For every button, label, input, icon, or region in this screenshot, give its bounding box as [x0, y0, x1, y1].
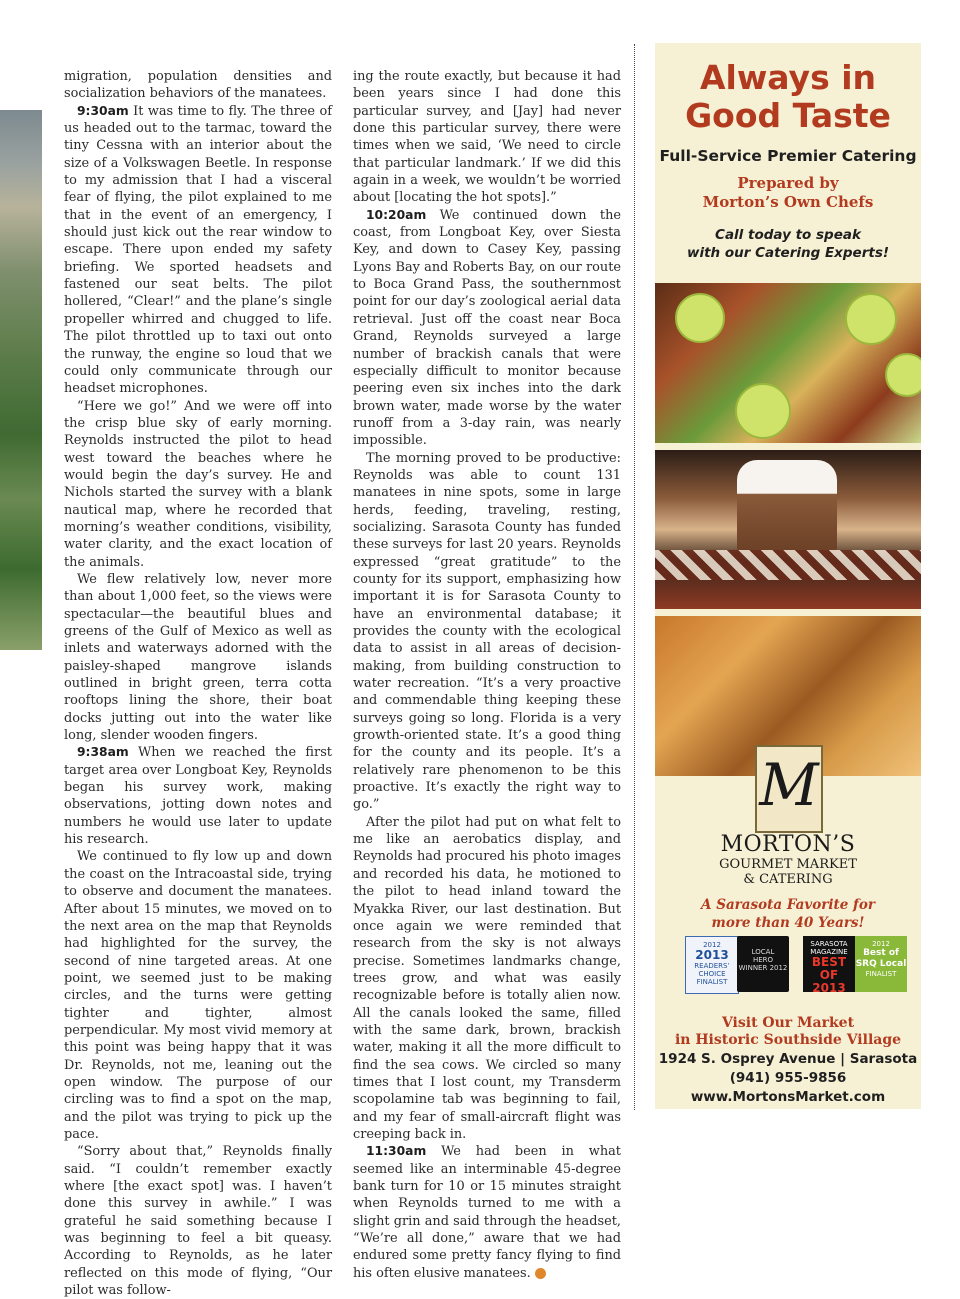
paragraph-text: ing the route exactly, but because it had been years since I had done this particular survey, and [Jay] had never done this particular survey, there were times when we said, ‘We need to circle that particular landmark.’ If we did this again in a week, we wouldn’t be worried about [locating the hot spots].” — [353, 69, 621, 206]
article-paragraph — [64, 68, 332, 103]
end-of-article-icon: S — [535, 1268, 546, 1279]
timestamp: 9:38am — [77, 745, 129, 760]
paragraph-text: When we reached the first target area over Longboat Key, Reynolds began his survey work, making observations, jotting down notes and numbers he would use later to update his research. — [64, 745, 332, 848]
article-paragraph — [64, 744, 332, 848]
article-paragraph — [64, 398, 332, 571]
mortons-advertisement[interactable] — [655, 43, 921, 1109]
paragraph-text: The morning proved to be productive: Reynolds was able to count 131 manatees in nine spots, some in large herds, feeding, traveling, resting, socializing. Sarasota County has funded these surveys for last 20 years. Reynolds expressed “great gratitude” to the county for its support, emphasizing how important it is for Sarasota County to have an environmental database; it provides the county with the ecological data to assist in all areas of decision-making, from building construction to water recreation. “It’s a very proactive and commendable thing keeping these surveys going so long. Florida is a very growth-oriented state. It’s a good thing for the county and its people. It’s a relatively rare phenomenon to be this proactive. It’s exactly the right way to go.” — [353, 450, 621, 813]
timestamp: 9:30am — [77, 103, 129, 118]
paragraph-text: After the pilot had put on what felt to me like an aerobatics display, and Reynolds had procured his photo images and recorded his data, he motioned to the pilot to head inland toward the Myakka River, our last destination. But once again we were reminded that research from the sky is not always precise. Sometimes landmarks change, trees grow, and what was easily recognizable before is totally alien now. All the canals looked the same, filled with the same dark, brown, brackish water, making it all the more difficult to find the sea cows. We circled so many times that I lost count, my Transderm scopolamine tab was beginning to fail, and my fear of small-aircraft flight was creeping back in. — [353, 814, 621, 1142]
article-paragraph — [353, 1143, 621, 1282]
ad-visit-market: Visit Our Market in Historic Southside Village — [674, 1015, 902, 1048]
ad-contact-info — [655, 1050, 921, 1107]
paragraph-text: It was time to fly. The three of us headed out to the tarmac, toward the tiny Cessna with an interior about the size of a Volkswagen Beetle. In response to my admission that I had a visceral fear of flying, the pilot explained to me that in the event of an emergency, I should just kick out the rear window to escape. There upon ended my safety briefing. We sported headsets and fastened our seat belts. The pilot hollered, “Clear!” and the plane’s single propeller whirred and chugged to life. The pilot throttled up to taxi out onto the runway, the engine so loud that we could only communicate through our headset microphones. — [64, 103, 332, 397]
best-of-srq-badge: 2012 Best of SRQ Local FINALIST — [855, 936, 907, 992]
column-divider — [634, 44, 635, 1110]
mangrove-photo-edge — [0, 110, 42, 650]
ad-subhead: Full-Service Premier Catering — [659, 147, 917, 165]
article-column-1 — [64, 68, 332, 1299]
ad-headline: Always in Good Taste — [685, 58, 891, 135]
local-hero-badge: LOCAL HERO WINNER 2012 — [737, 936, 789, 992]
article-paragraph — [64, 571, 332, 744]
ad-favorite-tagline: A Sarasota Favorite for more than 40 Years! — [701, 897, 875, 931]
grilled-food-photo — [655, 283, 921, 443]
paragraph-text: We continued down the coast, from Longboat Key, over Siesta Key, and down to Casey Key, passing Lyons Bay and Roberts Bay, on our route to Boca Grand Pass, the southernmost point for our day’s zoological aerial data retrieval. Just off the coast near Boca Grand, Reynolds surveyed a large number of brackish canals that were especially difficult to monitor because peering even six inches into the dark brown water, made worse by the water runoff from a 3-day rain, was nearly impossible. — [353, 207, 621, 449]
ad-address: 1924 S. Osprey Avenue | Sarasota — [658, 1051, 918, 1067]
article-paragraph — [353, 68, 621, 207]
ad-call-to-action: Call today to speak with our Catering Experts! — [686, 227, 890, 261]
best-of-badge: SARASOTA MAGAZINE BEST OF 2013 — [803, 936, 855, 992]
ad-website-link[interactable]: www.MortonsMarket.com — [690, 1089, 886, 1105]
ad-phone[interactable]: (941) 955-9856 — [729, 1070, 847, 1086]
paragraph-text: “Here we go!” And we were off into the crisp blue sky of early morning. Reynolds instructed the pilot to head west toward the beaches where he would begin the day’s survey. He and Nichols started the survey with a blank nautical map, where he recorded that morning’s weather conditions, visibility, water clarity, and the exact location of the animals. — [64, 398, 332, 570]
readers-choice-badge: 2012 2013 READERS’ CHOICE FINALIST — [685, 936, 739, 994]
ad-prepared-by: Prepared by Morton’s Own Chefs — [702, 174, 874, 211]
paragraph-text: migration, population densities and socialization behaviors of the manatees. — [64, 69, 332, 102]
article-column-2 — [353, 68, 621, 1282]
timestamp: 10:20am — [366, 207, 427, 222]
mortons-logo: M — [755, 745, 823, 833]
paragraph-text: We continued to fly low up and down the coast on the Intracoastal side, trying to observe and document the manatees. After about 15 minutes, we moved on to the next area on the map that Reynolds had highlighted for the survey, the second of nine targeted areas. At one point, we seemed just to be making circles, and the turns were getting tighter and tighter, almost perpendicular. My most vivid memory at this point was being happy that it was Dr. Reynolds, not me, leaning out the open window. The purpose of our circling was to find a spot on the map, and the pilot was trying to pick up the pace. — [64, 849, 332, 1142]
ad-business-name: MORTON’S GOURMET MARKET & CATERING — [719, 832, 857, 887]
dessert-photo — [655, 450, 921, 609]
timestamp: 11:30am — [366, 1144, 427, 1159]
paragraph-text: We flew relatively low, never more than about 1,000 feet, so the views were spectacular—the beautiful blues and greens of the Gulf of Mexico as well as inlets and waterways adorned with the paisley-shaped mangrove islands outlined in bright green, terra cotta rooftops lining the shore, their boat docks jutting out into the water like long, slender wooden fingers. — [64, 571, 332, 744]
article-paragraph — [353, 814, 621, 1144]
paragraph-text: “Sorry about that,” Reynolds finally said. “I couldn’t remember exactly where [the exact spot] was. I haven’t done this survey in awhile.” I was grateful he said something because I was beginning to feel a bit queasy. According to Reynolds, as he later reflected on this mode of flying, “Our pilot was follow- — [64, 1144, 332, 1299]
article-paragraph — [64, 103, 332, 398]
paragraph-text: We had been in what seemed like an interminable 45-degree bank turn for 10 or 15 minutes straight when Reynolds turned to me with a slight grin and said through the headset, “We’re all done,” aware that we had endured some pretty fancy flying to find his often elusive manatees. — [353, 1144, 621, 1281]
article-paragraph — [353, 207, 621, 450]
article-paragraph — [64, 848, 332, 1143]
article-paragraph — [353, 450, 621, 814]
article-paragraph — [64, 1143, 332, 1299]
